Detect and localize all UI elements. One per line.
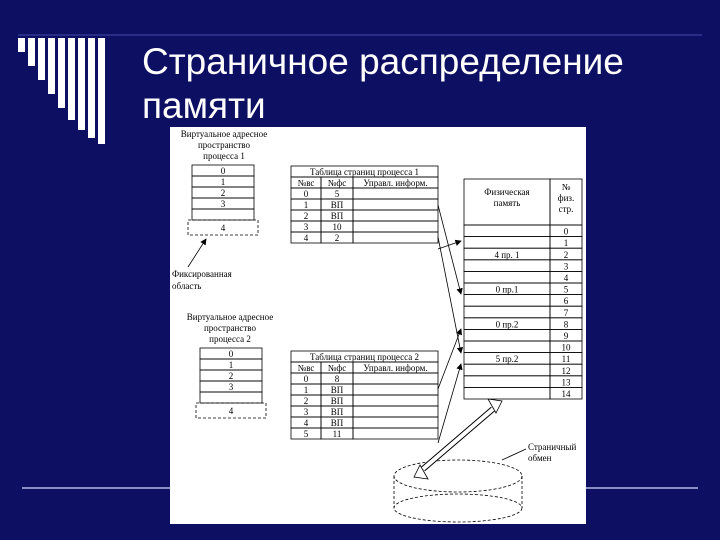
diagram-canvas [170,127,586,524]
page-table-cell: 4 [303,233,309,243]
paging-diagram [170,127,586,524]
vas2-caption [187,312,273,344]
page-table-cell: 8 [334,374,340,384]
page-table-cell: 10 [332,222,342,232]
page-table-header: №вс [297,178,315,188]
vas-page-number: 2 [228,371,234,381]
phys-frame-number: 5 [563,284,569,295]
phys-frame-number: 10 [561,342,571,353]
phys-frame-cell [464,364,550,376]
phys-frame-cell [464,225,550,237]
phys-frame-content: 0 пр.1 [495,284,519,295]
phys-frame-number: 4 [563,273,569,283]
vas-page-number: 0 [220,166,226,176]
vas-page-cell [192,209,254,220]
page-table-cell: 5 [303,429,309,439]
page-table-cell: 3 [303,222,309,232]
vas-page-number: 4 [220,223,226,233]
arrow-pt2-row0 [438,329,461,389]
phys-header-left: Физическая [484,187,530,197]
vas1-caption [181,129,267,161]
phys-frame-number: 1 [563,238,569,249]
phys-frame-cell [464,295,550,307]
vas2-caption-line: Виртуальное адресное [186,312,274,322]
fixed-area-label [172,269,232,291]
page-table-cell: 1 [303,385,309,395]
page-table-cell: 2 [303,211,309,221]
phys-frame-number: 6 [563,296,569,307]
bottom-accent-line-left [22,487,170,489]
title-line-2: памяти [142,85,266,126]
page-table-cell: ВП [330,200,344,210]
vas1-pages [188,165,258,235]
phys-frame-number: 9 [563,331,569,341]
swap-area-label [528,442,576,463]
page-table-1 [291,166,438,243]
page-table-cell: 2 [334,233,340,243]
vas-page-number: 1 [220,177,226,187]
arrow-pt2-row5 [438,364,461,443]
page-table-header: №фс [327,178,347,188]
page-table-cell: 0 [303,374,309,384]
vas2-caption-line: пространство [203,323,257,333]
phys-frame-cell [464,237,550,249]
page-table-title: Таблица страниц процесса 2 [310,352,419,362]
phys-frame-cell [464,376,550,388]
vas-page-number: 2 [220,188,226,198]
page-table-header: Управл. информ. [363,178,428,188]
swap-disk [394,460,522,522]
page-table-cell: 3 [303,407,309,417]
page-table-cell: 0 [303,189,309,199]
phys-frame-number: 14 [561,389,571,399]
page-table-2 [291,351,438,439]
fixed-area-pointer [188,239,206,267]
vas1-caption-line: процесса 1 [203,151,245,161]
phys-frame-cell [464,329,550,341]
phys-frame-cell [464,341,550,353]
page-table-cell: ВП [330,418,344,428]
phys-frame-number: 12 [561,365,571,376]
phys-frame-number: 11 [561,354,571,365]
page-table-cell: 5 [334,189,340,199]
vas-page-number: 0 [228,349,234,359]
phys-frame-cell [464,306,550,318]
vas-page-cell [200,392,262,403]
fixed-area-line: Фиксированная [172,269,232,279]
phys-frame-number: 2 [563,249,569,260]
vas2-pages [196,348,266,418]
swap-area-line: обмен [528,453,552,463]
page-table-header: №вс [297,363,315,373]
slide-title [142,40,702,128]
vas1-caption-line: Виртуальное адресное [180,129,268,139]
title-line-1: Страничное распределение [142,41,624,82]
page-table-header: №фс [327,363,347,373]
phys-header-right: стр. [558,204,574,214]
swap-label-pointer [502,449,526,460]
page-table-cell: 11 [332,429,342,439]
bottom-accent-line-right [586,487,698,489]
vas-page-number: 3 [228,382,234,392]
page-table-cell: 4 [303,418,309,428]
phys-frame-number: 13 [561,377,571,388]
decorative-bars [0,0,130,150]
arrow-pt1-row0 [438,205,461,294]
phys-frame-cell [464,260,550,272]
vas-page-number: 1 [228,360,234,370]
phys-frame-cell [464,271,550,283]
arrow-pt1-row4 [438,241,461,249]
vas-page-number: 4 [228,406,234,416]
phys-frame-number: 8 [563,319,569,330]
page-table-cell: ВП [330,407,344,417]
phys-frame-content: 0 пр.2 [495,319,519,330]
top-accent-line [18,34,702,36]
page-table-cell: ВП [330,211,344,221]
vas2-caption-line: процесса 2 [209,334,251,344]
phys-frame-content: 4 пр. 1 [494,249,520,260]
swap-area-line: Страничный [528,442,577,452]
page-table-header: Управл. информ. [363,363,428,373]
vas-page-number: 3 [220,199,226,209]
phys-frame-number: 7 [563,307,569,318]
page-table-title: Таблица страниц процесса 1 [310,167,419,177]
phys-frame-number: 0 [563,226,569,237]
phys-frame-content: 5 пр.2 [495,354,519,365]
phys-header-right: физ. [557,193,575,203]
page-table-cell: ВП [330,385,344,395]
phys-frame-cell [464,387,550,399]
page-table-cell: ВП [330,396,344,406]
page-table-cell: 1 [303,200,309,210]
page-table-cell: 2 [303,396,309,406]
fixed-area-line: область [172,281,202,291]
phys-header-right: № [561,182,571,192]
physical-memory-table [464,179,582,399]
phys-frame-number: 3 [563,261,569,272]
arrow-pt1-row3 [438,237,461,353]
vas1-caption-line: пространство [197,140,251,150]
phys-header-left: память [493,198,521,208]
